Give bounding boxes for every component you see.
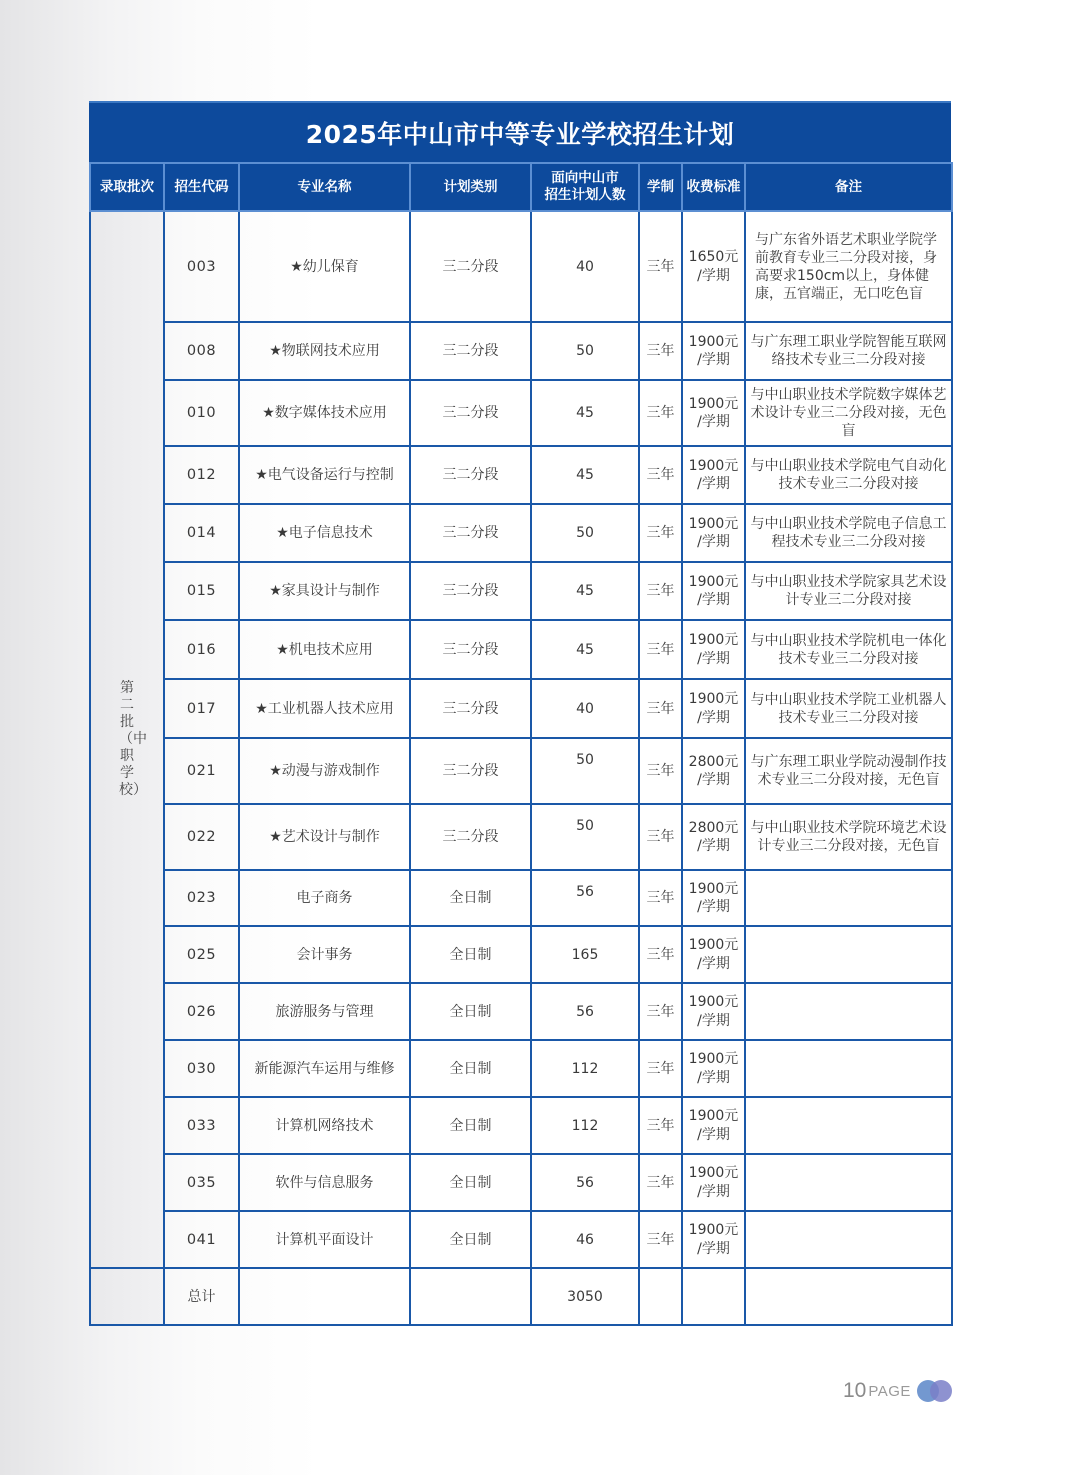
- plan-type-cell: 全日制: [410, 870, 531, 926]
- major-cell: ★家具设计与制作: [239, 562, 410, 620]
- major-cell: ★艺术设计与制作: [239, 804, 410, 870]
- fee-cell: [682, 562, 745, 620]
- plan-type-cell: 三二分段: [410, 620, 531, 679]
- code-cell: 003: [164, 211, 239, 322]
- fee-cell: [682, 620, 745, 679]
- code-cell: 025: [164, 926, 239, 983]
- plan-type-cell: 全日制: [410, 1154, 531, 1211]
- count-cell: 45: [531, 562, 639, 620]
- fee-unit: /学期: [697, 352, 730, 368]
- duration-cell: 三年: [639, 211, 682, 322]
- fee-unit: /学期: [697, 1012, 730, 1029]
- notes-cell: 与中山职业技术学院家具艺术设计专业三二分段对接: [745, 562, 952, 620]
- table-row: [90, 322, 952, 380]
- total-duration-cell: [639, 1268, 682, 1325]
- fee-amount: 2800元: [688, 753, 739, 770]
- major-cell: ★幼儿保育: [239, 211, 410, 322]
- fee-amount: 1900元: [688, 1108, 739, 1124]
- code-cell: 030: [164, 1040, 239, 1097]
- notes-cell: [745, 870, 952, 926]
- plan-type-cell: 三二分段: [410, 504, 531, 562]
- count-cell: 165: [531, 926, 639, 983]
- plan-type-cell: 全日制: [410, 926, 531, 983]
- duration-cell: 三年: [639, 1211, 682, 1268]
- count-cell: 45: [531, 446, 639, 504]
- major-cell: ★动漫与游戏制作: [239, 738, 410, 804]
- duration-cell: 三年: [639, 446, 682, 504]
- header-duration: 学制: [639, 163, 682, 211]
- count-cell: 50: [531, 804, 639, 870]
- header-code: 招生代码: [164, 163, 239, 211]
- duration-cell: 三年: [639, 738, 682, 804]
- fee-amount: 1900元: [688, 994, 739, 1010]
- plan-type-cell: 三二分段: [410, 380, 531, 446]
- major-cell: ★电气设备运行与控制: [239, 446, 410, 504]
- total-label: 总计: [164, 1268, 239, 1325]
- plan-type-cell: 全日制: [410, 1097, 531, 1154]
- count-cell: 45: [531, 620, 639, 679]
- count-cell: 50: [531, 504, 639, 562]
- plan-type-cell: 全日制: [410, 1040, 531, 1097]
- duration-cell: 三年: [639, 620, 682, 679]
- fee-amount: 1900元: [688, 1051, 739, 1067]
- count-cell: 56: [531, 983, 639, 1040]
- duration-cell: 三年: [639, 1154, 682, 1211]
- fee-amount: 1900元: [688, 515, 739, 532]
- fee-amount: 1900元: [688, 573, 739, 590]
- count-cell: 56: [531, 870, 639, 926]
- table-row: [90, 211, 952, 322]
- code-cell: 012: [164, 446, 239, 504]
- duration-cell: 三年: [639, 804, 682, 870]
- table-row: [90, 1040, 952, 1097]
- total-notes-cell: [745, 1268, 952, 1325]
- major-cell: ★电子信息技术: [239, 504, 410, 562]
- notes-cell: 与广东理工职业学院智能互联网络技术专业三二分段对接: [745, 322, 952, 380]
- total-row: [90, 1268, 952, 1325]
- page-number: 10: [843, 1379, 867, 1402]
- batch-cell: [90, 211, 164, 1268]
- fee-unit: /学期: [697, 267, 730, 284]
- code-cell: 026: [164, 983, 239, 1040]
- count-cell: 50: [531, 738, 639, 804]
- notes-cell: 与广东理工职业学院动漫制作技术专业三二分段对接，无色盲: [745, 738, 952, 804]
- code-cell: 014: [164, 504, 239, 562]
- fee-amount: 1900元: [688, 333, 739, 350]
- code-cell: 022: [164, 804, 239, 870]
- fee-cell: [682, 322, 745, 380]
- major-cell: 计算机网络技术: [239, 1097, 410, 1154]
- duration-cell: 三年: [639, 1097, 682, 1154]
- notes-cell: 与中山职业技术学院机电一体化技术专业三二分段对接: [745, 620, 952, 679]
- major-cell: 电子商务: [239, 870, 410, 926]
- code-cell: 016: [164, 620, 239, 679]
- code-cell: 015: [164, 562, 239, 620]
- fee-unit: /学期: [697, 592, 730, 608]
- table-row: [90, 446, 952, 504]
- total-major-cell: [239, 1268, 410, 1325]
- fee-cell: [682, 446, 745, 504]
- major-cell: ★数字媒体技术应用: [239, 380, 410, 446]
- fee-cell: [682, 380, 745, 446]
- count-cell: 46: [531, 1211, 639, 1268]
- count-cell: 56: [531, 1154, 639, 1211]
- fee-unit: /学期: [697, 709, 730, 726]
- fee-cell: [682, 1040, 745, 1097]
- fee-cell: [682, 1097, 745, 1154]
- fee-cell: [682, 926, 745, 983]
- total-count: 3050: [531, 1268, 639, 1325]
- header-batch: 录取批次: [90, 163, 164, 211]
- fee-cell: [682, 804, 745, 870]
- header-notes: 备注: [745, 163, 952, 211]
- notes-cell: [745, 1211, 952, 1268]
- notes-cell: 与中山职业技术学院数字媒体艺术设计专业三二分段对接，无色盲: [745, 380, 952, 446]
- plan-type-cell: 三二分段: [410, 562, 531, 620]
- duration-cell: 三年: [639, 926, 682, 983]
- overlapping-circles-icon: [917, 1380, 955, 1402]
- duration-cell: 三年: [639, 322, 682, 380]
- code-cell: 035: [164, 1154, 239, 1211]
- table-row: [90, 562, 952, 620]
- plan-type-cell: 三二分段: [410, 322, 531, 380]
- fee-cell: [682, 1211, 745, 1268]
- count-cell: 40: [531, 679, 639, 738]
- major-cell: 会计事务: [239, 926, 410, 983]
- table-row: [90, 926, 952, 983]
- plan-type-cell: 全日制: [410, 983, 531, 1040]
- table-row: [90, 1211, 952, 1268]
- fee-cell: [682, 870, 745, 926]
- table-row: [90, 1097, 952, 1154]
- fee-unit: /学期: [697, 955, 730, 972]
- code-cell: 033: [164, 1097, 239, 1154]
- major-cell: 计算机平面设计: [239, 1211, 410, 1268]
- major-cell: ★机电技术应用: [239, 620, 410, 679]
- notes-cell: [745, 983, 952, 1040]
- header-major: 专业名称: [239, 163, 410, 211]
- fee-cell: [682, 679, 745, 738]
- plan-type-cell: 全日制: [410, 1211, 531, 1268]
- header-count-line1: 面向中山市: [551, 170, 619, 186]
- table-row: [90, 983, 952, 1040]
- fee-cell: [682, 504, 745, 562]
- header-row: [90, 163, 952, 211]
- header-count-line2: 招生计划人数: [544, 187, 626, 203]
- header-fee: 收费标准: [682, 163, 745, 211]
- fee-amount: 1900元: [688, 632, 739, 648]
- total-fee-cell: [682, 1268, 745, 1325]
- table-row: [90, 620, 952, 679]
- plan-type-cell: 三二分段: [410, 679, 531, 738]
- fee-amount: 1900元: [688, 1165, 739, 1181]
- fee-amount: 2800元: [688, 819, 739, 836]
- batch-label: 第二批（中职学校）: [119, 680, 147, 798]
- plan-type-cell: 三二分段: [410, 446, 531, 504]
- fee-unit: /学期: [697, 838, 730, 854]
- notes-cell: [745, 1097, 952, 1154]
- header-count: [531, 163, 639, 211]
- page-label: PAGE: [868, 1382, 911, 1400]
- count-cell: 40: [531, 211, 639, 322]
- code-cell: 021: [164, 738, 239, 804]
- fee-unit: /学期: [697, 899, 730, 915]
- major-cell: ★物联网技术应用: [239, 322, 410, 380]
- duration-cell: 三年: [639, 380, 682, 446]
- fee-amount: 1900元: [688, 395, 739, 412]
- notes-cell: 与中山职业技术学院电子信息工程技术专业三二分段对接: [745, 504, 952, 562]
- major-cell: ★工业机器人技术应用: [239, 679, 410, 738]
- fee-unit: /学期: [697, 650, 730, 667]
- fee-cell: [682, 738, 745, 804]
- table-row: [90, 679, 952, 738]
- count-cell: 112: [531, 1040, 639, 1097]
- duration-cell: 三年: [639, 1040, 682, 1097]
- table-row: [90, 380, 952, 446]
- code-cell: 041: [164, 1211, 239, 1268]
- fee-amount: 1900元: [688, 691, 739, 707]
- notes-cell: [745, 1040, 952, 1097]
- page-footer: [843, 1378, 955, 1404]
- table-row: [90, 1154, 952, 1211]
- notes-cell: 与广东省外语艺术职业学院学前教育专业三二分段对接，身高要求150cm以上，身体健康，五官端正，无口吃色盲: [745, 211, 952, 322]
- plan-type-cell: 三二分段: [410, 738, 531, 804]
- fee-unit: /学期: [697, 534, 730, 550]
- count-cell: 112: [531, 1097, 639, 1154]
- table-row: [90, 504, 952, 562]
- fee-amount: 1900元: [688, 937, 739, 953]
- fee-amount: 1900元: [688, 457, 739, 474]
- table-row: [90, 870, 952, 926]
- enrollment-plan-table-container: [89, 101, 951, 1326]
- fee-amount: 1900元: [688, 1222, 739, 1238]
- count-cell: 50: [531, 322, 639, 380]
- notes-cell: 与中山职业技术学院工业机器人技术专业三二分段对接: [745, 679, 952, 738]
- fee-cell: [682, 211, 745, 322]
- duration-cell: 三年: [639, 679, 682, 738]
- major-cell: 软件与信息服务: [239, 1154, 410, 1211]
- code-cell: 008: [164, 322, 239, 380]
- duration-cell: 三年: [639, 870, 682, 926]
- fee-unit: /学期: [697, 1126, 730, 1143]
- circle-right-icon: [930, 1380, 952, 1402]
- fee-amount: 1650元: [688, 249, 739, 265]
- fee-unit: /学期: [697, 414, 730, 430]
- code-cell: 010: [164, 380, 239, 446]
- enrollment-plan-table: [89, 162, 953, 1326]
- plan-type-cell: 三二分段: [410, 804, 531, 870]
- header-plan-type: 计划类别: [410, 163, 531, 211]
- count-cell: 45: [531, 380, 639, 446]
- fee-unit: /学期: [697, 1240, 730, 1257]
- fee-amount: 1900元: [688, 880, 739, 897]
- code-cell: 017: [164, 679, 239, 738]
- notes-cell: [745, 1154, 952, 1211]
- notes-cell: 与中山职业技术学院环境艺术设计专业三二分段对接，无色盲: [745, 804, 952, 870]
- fee-cell: [682, 983, 745, 1040]
- total-plan-type-cell: [410, 1268, 531, 1325]
- fee-unit: /学期: [697, 476, 730, 492]
- fee-unit: /学期: [697, 1183, 730, 1200]
- fee-unit: /学期: [697, 1069, 730, 1086]
- total-batch-cell: [90, 1268, 164, 1325]
- duration-cell: 三年: [639, 562, 682, 620]
- table-row: [90, 738, 952, 804]
- major-cell: 新能源汽车运用与维修: [239, 1040, 410, 1097]
- notes-cell: 与中山职业技术学院电气自动化技术专业三二分段对接: [745, 446, 952, 504]
- plan-type-cell: 三二分段: [410, 211, 531, 322]
- major-cell: 旅游服务与管理: [239, 983, 410, 1040]
- duration-cell: 三年: [639, 983, 682, 1040]
- code-cell: 023: [164, 870, 239, 926]
- table-row: [90, 804, 952, 870]
- table-title: 2025年中山市中等专业学校招生计划: [89, 101, 951, 162]
- fee-unit: /学期: [697, 772, 730, 788]
- notes-cell: [745, 926, 952, 983]
- fee-cell: [682, 1154, 745, 1211]
- duration-cell: 三年: [639, 504, 682, 562]
